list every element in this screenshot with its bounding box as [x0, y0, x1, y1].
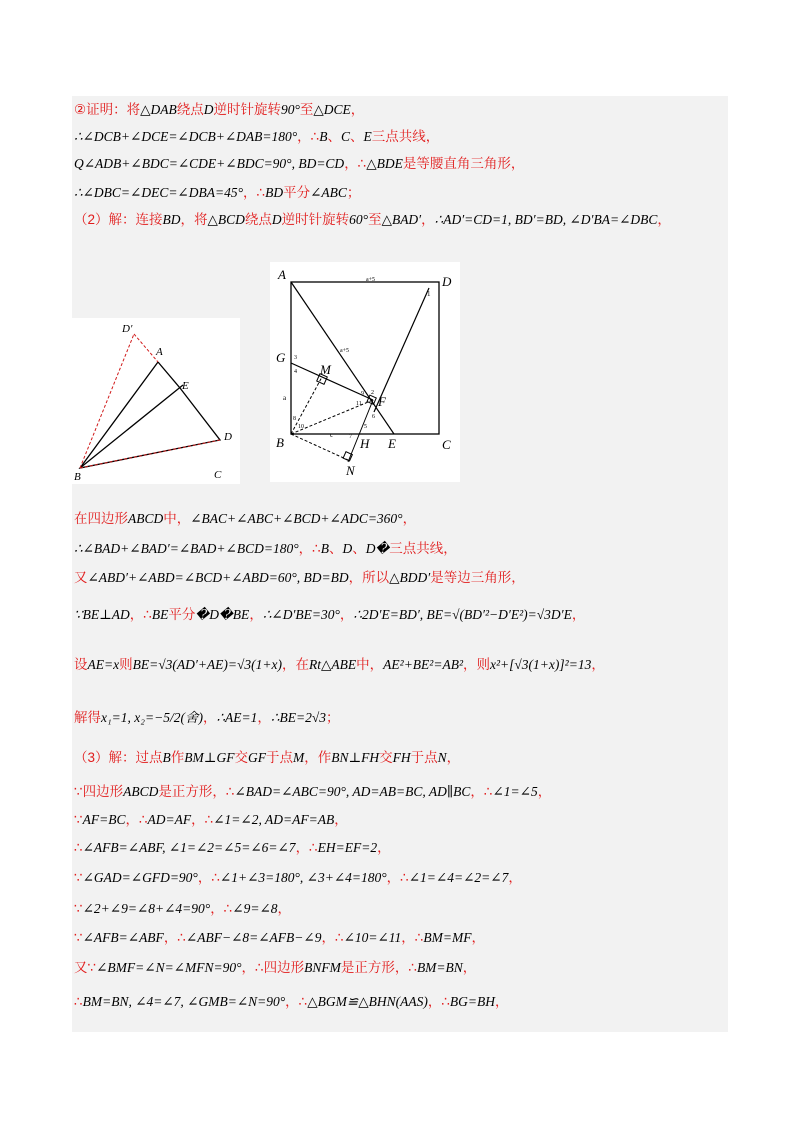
text-segment: ，∴ — [344, 156, 367, 171]
math-expression: ∠AFB=∠ABF — [82, 930, 164, 945]
angle-7: 7 — [349, 434, 352, 440]
text-segment: ， — [495, 994, 509, 1009]
text-segment: ，在 — [282, 657, 310, 672]
math-expression: ∠ABF−∠8=∠AFB−∠9 — [185, 930, 322, 945]
math-expression: BM=BN — [416, 960, 463, 975]
math-expression: B — [162, 750, 171, 765]
text-line — [74, 507, 416, 527]
math-expression: ∴∠DCB+∠DCE=∠DCB+∠DAB=180° — [74, 129, 298, 144]
text-segment: 中， — [163, 511, 191, 526]
label-a: A — [278, 267, 286, 282]
text-segment: 又 — [74, 570, 88, 585]
angle-4: 4 — [294, 369, 297, 375]
math-expression: Q∠ADB+∠BDC=∠CDE+∠BDC=90°, BD=CD — [74, 156, 345, 171]
content-background — [72, 96, 728, 1032]
label-e: E — [388, 436, 396, 451]
text-segment: ∴ — [74, 994, 83, 1009]
math-expression: AE²+BE²=AB² — [383, 657, 463, 672]
text-line — [74, 866, 522, 886]
math-expression: ∠GAD=∠GFD=90° — [82, 870, 198, 885]
text-segment: （2）解：连接 — [74, 212, 163, 227]
math-expression: ∠BAD=∠ABC=90°, AD=AB=BC, AD∥BC — [234, 784, 471, 799]
text-segment: ， — [657, 212, 671, 227]
label-d: D — [442, 274, 452, 289]
text-segment: ，∴ — [125, 812, 148, 827]
math-expression: BN⊥FH — [331, 750, 380, 765]
text-segment: ，∴ — [197, 870, 220, 885]
math-expression: D — [271, 212, 282, 227]
math-expression: AF=BC — [82, 812, 126, 827]
text-segment: （3）解：过点 — [74, 750, 163, 765]
text-line — [74, 808, 348, 828]
text-segment: 是正方形，∴ — [340, 960, 417, 975]
math-expression: ∠ABD′+∠ABD=∠BCD+∠ABD=60°, BD=BD — [87, 570, 349, 585]
math-expression: ∠1=∠5 — [492, 784, 538, 799]
label-side-a: a — [283, 394, 287, 402]
label-n: N — [346, 463, 355, 478]
math-expression: △DAB — [140, 102, 177, 117]
text-segment: 中， — [356, 657, 384, 672]
label-m: M — [320, 362, 331, 377]
text-segment: ∵四边形 — [74, 784, 124, 799]
math-expression: ∴BE=2√3 — [270, 710, 327, 725]
text-segment: ，∴ — [427, 994, 450, 1009]
math-expression: BD — [162, 212, 181, 227]
math-expression: Rt△ABE — [309, 657, 357, 672]
angle-10: 10 — [298, 424, 304, 430]
text-segment: ； — [346, 185, 361, 200]
text-line — [74, 653, 605, 673]
text-segment: 绕点 — [244, 212, 272, 227]
angle-6: 6 — [372, 414, 375, 420]
text-segment: 交 — [379, 750, 393, 765]
label-c: C — [214, 469, 222, 481]
label-d: D — [224, 431, 232, 443]
text-segment: ，∴ — [295, 840, 318, 855]
text-segment: ， — [402, 511, 417, 526]
text-segment: ， — [350, 102, 365, 117]
text-segment: ， — [334, 812, 348, 827]
math-expression: AE=x — [87, 657, 120, 672]
text-segment: ，∴ — [163, 930, 186, 945]
text-segment: ， — [471, 930, 485, 945]
text-segment: 是等腰直角三角形， — [402, 156, 525, 171]
text-segment: 平分 — [168, 607, 196, 622]
text-line — [74, 181, 360, 201]
text-segment: 解得 — [74, 710, 101, 725]
math-expression: ∠ABC — [310, 185, 347, 200]
text-segment: 逆时针旋转 — [281, 212, 350, 227]
text-line — [74, 956, 476, 976]
math-expression: ∴AE=1 — [216, 710, 258, 725]
text-line — [74, 706, 340, 726]
text-segment: ， — [257, 710, 271, 725]
text-segment: ，∴ — [129, 607, 152, 622]
math-expression: BE=√3(AD′+AE)=√3(1+x) — [132, 657, 283, 672]
label-g: G — [276, 350, 286, 365]
math-expression: B — [320, 541, 329, 556]
label-f: F — [378, 394, 386, 409]
text-segment: ∵ — [74, 870, 83, 885]
math-expression: B — [319, 129, 328, 144]
math-expression: D — [342, 541, 353, 556]
text-segment: 、 — [350, 129, 364, 144]
label-b: B — [276, 435, 284, 450]
text-segment: ； — [326, 710, 340, 725]
math-expression: �D�BE — [195, 607, 250, 622]
math-expression: ∠2+∠9=∠8+∠4=90° — [82, 901, 211, 916]
text-segment: 至 — [299, 102, 314, 117]
math-expression: AD=AF — [147, 812, 192, 827]
label-diagonal: a+5 — [340, 348, 350, 354]
text-segment: 、 — [328, 541, 343, 556]
text-segment: 是等边三角形， — [430, 570, 525, 585]
text-segment: ，∴ — [386, 870, 409, 885]
math-expression: ∠AFB=∠ABF, ∠1=∠2=∠5=∠6=∠7 — [82, 840, 296, 855]
text-segment: ，所以 — [348, 570, 390, 585]
math-expression: ∴∠D′BE=30° — [262, 607, 340, 622]
angle-2: 2 — [371, 390, 374, 396]
math-expression: 60° — [349, 212, 369, 227]
math-expression: M — [292, 750, 305, 765]
label-b: B — [74, 471, 81, 483]
math-expression: ∵BE⊥AD — [74, 607, 130, 622]
text-segment: 至 — [368, 212, 382, 227]
text-segment: ， — [249, 607, 263, 622]
math-expression: E — [363, 129, 372, 144]
text-segment: 于点 — [265, 750, 293, 765]
label-c-small: c — [330, 431, 334, 439]
text-segment: 、 — [352, 541, 366, 556]
text-segment: 、 — [327, 129, 342, 144]
text-segment: ∵ — [74, 930, 83, 945]
math-expression: x₁=1, x₂=−5/2(舍) — [101, 710, 203, 725]
text-segment: ， — [508, 870, 522, 885]
math-expression: D� — [365, 541, 390, 556]
text-segment: ，∴ — [243, 185, 266, 200]
text-segment: ，∴四边形 — [241, 960, 305, 975]
text-segment: ∴ — [74, 840, 83, 855]
text-segment: 绕点 — [176, 102, 204, 117]
angle-9: 9 — [361, 391, 364, 397]
text-line — [74, 897, 291, 917]
text-line — [74, 926, 485, 946]
math-expression: 90° — [280, 102, 300, 117]
text-segment: ，∴ — [191, 812, 214, 827]
angle-11: 11 — [356, 401, 362, 407]
math-expression: △BCD — [207, 212, 245, 227]
text-segment: 则 — [119, 657, 133, 672]
math-expression: △DCE — [313, 102, 351, 117]
math-expression: ∴∠BAD+∠BAD′=∠BAD+∠BCD=180° — [74, 541, 299, 556]
text-segment: 交 — [234, 750, 248, 765]
math-expression: △BAD′ — [381, 212, 422, 227]
text-segment: ， — [202, 710, 217, 725]
text-segment: 是正方形，∴ — [158, 784, 235, 799]
math-expression: ∴AD′=CD=1, BD′=BD, ∠D′BA=∠DBC — [434, 212, 658, 227]
math-expression: ∠1=∠2, AD=AF=AB — [213, 812, 335, 827]
text-segment: ②证明：将 — [74, 102, 141, 117]
text-segment: ，∴ — [285, 994, 308, 1009]
math-expression: △BGM≌△BHN(AAS) — [307, 994, 428, 1009]
figure-square — [270, 262, 460, 482]
text-line — [74, 566, 525, 586]
text-segment: ∵ — [74, 901, 83, 916]
math-expression: BD — [265, 185, 284, 200]
math-expression: ∠BMF=∠N=∠MFN=90° — [96, 960, 242, 975]
math-expression: ABCD — [123, 784, 159, 799]
text-segment: 又∵ — [74, 960, 97, 975]
text-segment: ，则 — [463, 657, 490, 672]
math-expression: ∴∠DBC=∠DEC=∠DBA=45° — [74, 185, 243, 200]
text-line — [74, 990, 509, 1010]
text-segment: ， — [462, 960, 477, 975]
math-expression: ∠BAC+∠ABC+∠BCD+∠ADC=360° — [190, 511, 403, 526]
math-expression: GF — [247, 750, 266, 765]
text-segment: 三点共线， — [371, 129, 440, 144]
text-segment: ， — [277, 901, 292, 916]
angle-3: 3 — [294, 355, 297, 361]
text-line — [74, 746, 460, 766]
label-a: A — [156, 346, 163, 358]
text-segment: 在四边形 — [74, 511, 128, 526]
text-line — [74, 152, 524, 172]
text-line — [74, 603, 585, 623]
math-expression: N — [437, 750, 447, 765]
angle-1: 1 — [427, 290, 431, 298]
text-segment: ，∴ — [210, 901, 233, 916]
math-expression: ∠10=∠11 — [343, 930, 402, 945]
math-expression: EH=EF=2 — [317, 840, 378, 855]
math-expression: BM⊥GF — [184, 750, 235, 765]
math-expression: △BDD′ — [389, 570, 431, 585]
text-segment: ，∴ — [470, 784, 493, 799]
math-expression: FH — [392, 750, 411, 765]
text-segment: ， — [446, 750, 461, 765]
math-expression: BNFM — [304, 960, 341, 975]
math-expression: BM=BN, ∠4=∠7, ∠GMB=∠N=90° — [82, 994, 286, 1009]
math-expression: ∠9=∠8 — [232, 901, 278, 916]
math-expression: BE — [151, 607, 169, 622]
text-line — [74, 208, 671, 228]
math-expression: BM=MF — [423, 930, 472, 945]
text-segment: 作 — [170, 750, 185, 765]
math-expression: BG=BH — [449, 994, 496, 1009]
math-expression: ∴2D′E=BD′, BE=√(BD′²−D′E²)=√3D′E — [353, 607, 572, 622]
math-expression: D — [203, 102, 214, 117]
label-h: H — [360, 436, 370, 451]
text-segment: 平分 — [283, 185, 311, 200]
text-segment: ， — [537, 784, 552, 799]
math-expression: C — [341, 129, 351, 144]
text-segment: ， — [421, 212, 435, 227]
angle-5: 5 — [364, 424, 367, 430]
label-d-prime: D′ — [122, 323, 133, 335]
text-segment: 于点 — [410, 750, 438, 765]
math-expression: ABCD — [128, 511, 164, 526]
text-line — [74, 125, 439, 145]
text-segment: 三点共线， — [389, 541, 457, 556]
math-expression: ∠1+∠3=180°, ∠3+∠4=180° — [219, 870, 387, 885]
text-segment: 设 — [74, 657, 88, 672]
label-c: C — [442, 437, 451, 452]
label-e: E — [182, 380, 189, 392]
math-expression: △BDE — [366, 156, 403, 171]
text-segment: ，∴ — [297, 129, 320, 144]
text-segment: ，∴ — [401, 930, 424, 945]
text-segment: ，∴ — [321, 930, 344, 945]
text-segment: ， — [591, 657, 605, 672]
text-line — [74, 98, 364, 118]
figure-quadrilateral — [72, 318, 240, 484]
math-expression: x²+[√3(1+x)]²=13 — [490, 657, 592, 672]
text-segment: ， — [377, 840, 391, 855]
text-segment: ∵ — [74, 812, 83, 827]
text-line — [74, 537, 457, 557]
text-segment: ， — [339, 607, 354, 622]
text-segment: ，作 — [304, 750, 332, 765]
text-segment: ，将 — [180, 212, 208, 227]
text-segment: 逆时针旋转 — [213, 102, 281, 117]
math-expression: ∠1=∠4=∠2=∠7 — [408, 870, 509, 885]
text-line — [74, 836, 391, 856]
angle-8: 8 — [293, 416, 296, 422]
text-segment: ， — [571, 607, 586, 622]
text-segment: ，∴ — [298, 541, 321, 556]
label-top-side: a+5 — [366, 277, 376, 283]
text-line — [74, 780, 551, 800]
